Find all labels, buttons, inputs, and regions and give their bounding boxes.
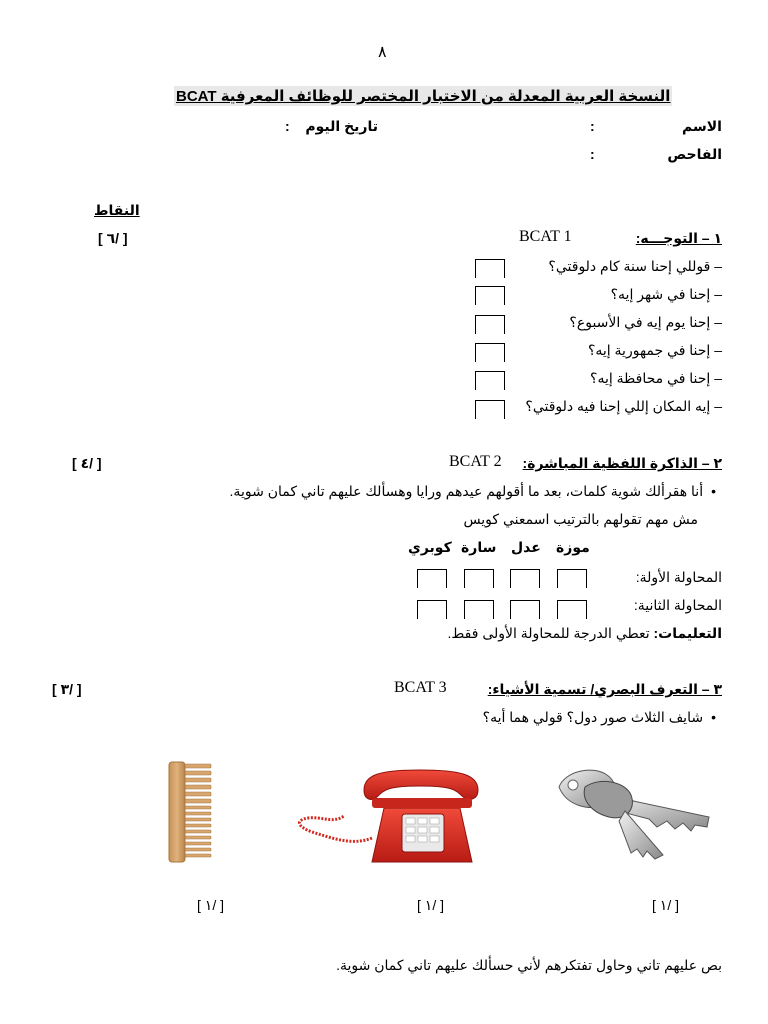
item-score-comb: [ ١/ ] <box>197 897 224 913</box>
answer-checkbox-4[interactable] <box>475 343 505 362</box>
answer-checkbox-2[interactable] <box>475 286 505 305</box>
question-4: – إحنا في جمهورية إيه؟ <box>587 342 722 358</box>
points-label: النقاط <box>94 202 140 218</box>
section3-title: ٣ – التعرف البصري/ تسمية الأشياء: <box>487 681 722 697</box>
page-number: ٨ <box>378 44 387 61</box>
comb-icon <box>165 760 215 864</box>
question-1: – قوللي إحنا سنة كام دلوقتي؟ <box>548 258 722 274</box>
examiner-label: الفاحص <box>667 146 722 162</box>
date-colon: : <box>285 118 290 134</box>
answer-checkbox-3[interactable] <box>475 315 505 334</box>
page-title: النسخة العربية المعدلة من الاختبار المختصر للوظائف المعرفية BCAT <box>176 88 671 105</box>
trial1-box-4[interactable] <box>417 569 447 588</box>
instructions-text: تعطي الدرجة للمحاولة الأولى فقط. <box>447 625 654 641</box>
question-6: – إيه المكان إللي إحنا فيه دلوقتي؟ <box>525 398 722 414</box>
date-label: تاريخ اليوم <box>305 118 378 134</box>
keys-icon <box>555 765 715 861</box>
question-2: – إحنا في شهر إيه؟ <box>610 286 722 302</box>
section2-instruction: • أنا هقرألك شوية كلمات، بعد ما أقولهم عيدهم ورايا وهسألك عليهم تاني كمان شوية. <box>230 483 716 500</box>
trial2-box-4[interactable] <box>417 600 447 619</box>
section2-code: BCAT 2 <box>449 453 502 470</box>
trial1-box-1[interactable] <box>557 569 587 588</box>
section3-score: [ ٣/ ] <box>52 681 82 697</box>
word-2: عدل <box>511 539 541 555</box>
trial1-box-2[interactable] <box>510 569 540 588</box>
trial1-label: المحاولة الأولة: <box>635 569 722 585</box>
section1-score: [ ٦/ ] <box>98 230 128 246</box>
answer-checkbox-5[interactable] <box>475 371 505 390</box>
trial2-label: المحاولة الثانية: <box>633 597 722 613</box>
answer-checkbox-1[interactable] <box>475 259 505 278</box>
section2-title: ٢ – الذاكرة اللفظية المباشرة: <box>522 455 722 471</box>
section1-title: ١ – التوجـــه: <box>635 230 722 246</box>
trial1-box-3[interactable] <box>464 569 494 588</box>
item-score-phone: [ ١/ ] <box>417 897 444 913</box>
instructions-line <box>447 625 722 642</box>
footer-text: بص عليهم تاني وحاول تفتكرهم لأني حسألك عليهم تاني كمان شوية. <box>336 957 722 973</box>
name-label: الاسم <box>682 118 722 134</box>
item-score-keys: [ ١/ ] <box>652 897 679 913</box>
question-3: – إحنا يوم إيه في الأسبوع؟ <box>569 314 722 330</box>
name-colon: : <box>590 118 595 134</box>
instructions-bold: التعليمات: <box>653 625 722 641</box>
answer-checkbox-6[interactable] <box>475 400 505 419</box>
trial2-box-1[interactable] <box>557 600 587 619</box>
section1-code: BCAT 1 <box>519 228 572 245</box>
section2-score: [ ٤/ ] <box>72 455 102 471</box>
trial2-box-2[interactable] <box>510 600 540 619</box>
word-3: سارة <box>461 539 497 555</box>
section2-note: مش مهم تقولهم بالترتيب اسمعني كويس <box>463 511 698 527</box>
question-5: – إحنا في محافظة إيه؟ <box>590 370 722 386</box>
telephone-icon <box>292 768 484 866</box>
word-1: موزة <box>556 539 590 555</box>
section3-code: BCAT 3 <box>394 679 447 696</box>
word-4: كوبري <box>408 539 452 555</box>
examiner-colon: : <box>590 146 595 162</box>
section3-question: • شايف الثلاث صور دول؟ قولي هما أيه؟ <box>483 709 716 726</box>
trial2-box-3[interactable] <box>464 600 494 619</box>
